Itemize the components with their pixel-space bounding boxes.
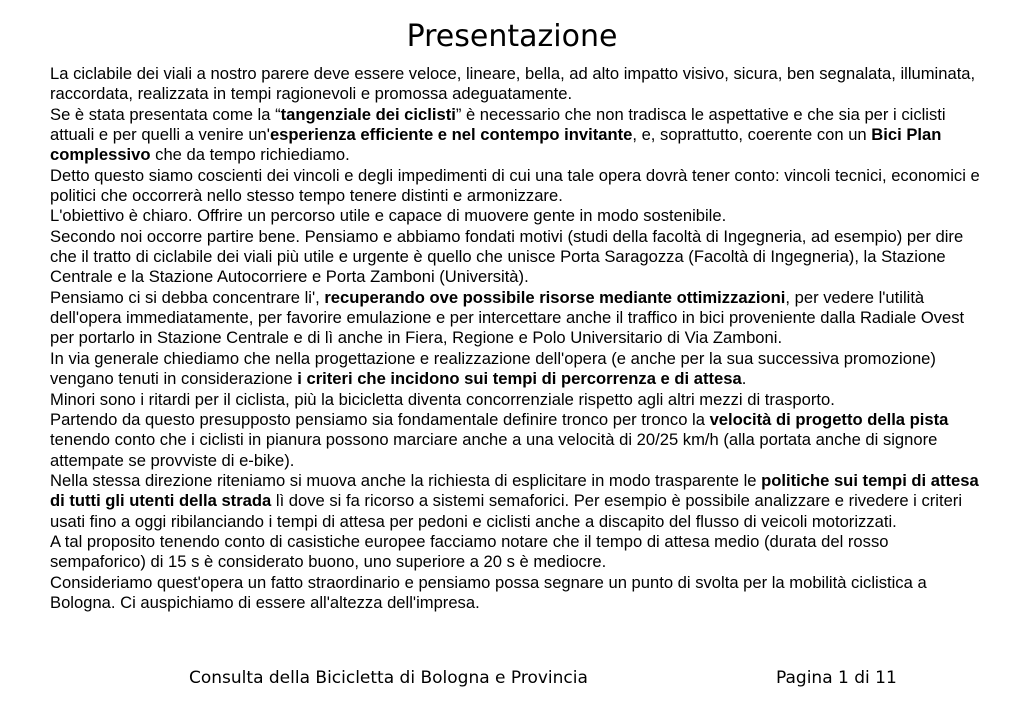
text-run: Detto questo siamo coscienti dei vincoli e degli impedimenti di cui una tale opera dovrà tener conto: vincoli tecnici, economici e politici che occorrerà nello stesso tempo tenere distinti e armonizzare. xyxy=(50,165,980,206)
text-run: Nella stessa direzione riteniamo si muova anche la richiesta di esplicitare in modo trasparente le xyxy=(50,470,762,490)
paragraph xyxy=(50,573,985,614)
text-run: tenendo conto che i ciclisti in pianura possono marciare anche a una velocità di 20/25 km/h (alla portata anche di signore attempate se provviste di e-bike). xyxy=(50,430,938,470)
text-run: , e, soprattutto, coerente con un xyxy=(632,125,872,145)
text-run: Partendo da questo presupposto pensiamo sia fondamentale definire tronco per tronco la xyxy=(50,409,710,429)
text-run: Pensiamo ci si debba concentrare li', xyxy=(50,287,325,307)
paragraph xyxy=(50,288,985,349)
text-run: Minori sono i ritardi per il ciclista, più la bicicletta diventa concorrenziale rispetto agli altri mezzi di trasporto. xyxy=(50,389,835,409)
bold-text: politiche sui tempi di attesa di tutti gli utenti della strada xyxy=(50,470,979,511)
text-run: A tal proposito tenendo conto di casistiche europee facciamo notare che il tempo di attesa medio (durata del rosso sempaforico) di 15 s è considerato buono, uno superiore a 20 s è mediocre. xyxy=(50,531,889,572)
text-run: La ciclabile dei viali a nostro parere deve essere veloce, lineare, bella, ad alto impatto visivo, sicura, ben segnalata, illuminata, raccordata, realizzata in tempi ragionevoli e promossa adeguatamente. xyxy=(50,64,976,104)
text-run: . xyxy=(741,369,747,389)
text-run: In via generale chiediamo che nella progettazione e realizzazione dell'opera (e anche per la sua successiva promozione) vengano tenuti in considerazione xyxy=(50,348,936,389)
paragraph xyxy=(50,410,985,471)
text-run: L'obiettivo è chiaro. Offrire un percorso utile e capace di muovere gente in modo sostenibile. xyxy=(50,206,727,226)
text-run: che da tempo richiediamo. xyxy=(150,145,350,165)
text-run: ” è necessario che non tradisca le aspettative e che sia per i ciclisti attuali e per quelli a venire un' xyxy=(50,104,946,145)
bold-text: recuperando ove possibile risorse mediante ottimizzazioni xyxy=(324,287,786,307)
bold-text: esperienza efficiente e nel contempo invitante xyxy=(269,125,633,145)
document-body xyxy=(50,64,985,613)
paragraph xyxy=(50,64,985,105)
bold-text: velocità di progetto della pista xyxy=(709,409,949,429)
bold-text: Bici Plan complessivo xyxy=(50,125,942,165)
paragraph xyxy=(50,349,985,390)
footer-organization: Consulta della Bicicletta di Bologna e Provincia xyxy=(189,668,588,688)
bold-text: i criteri che incidono sui tempi di percorrenza e di attesa xyxy=(297,369,742,389)
paragraph xyxy=(50,206,985,226)
paragraph xyxy=(50,227,985,288)
text-run: Se è stata presentata come la “ xyxy=(50,104,281,124)
paragraph xyxy=(50,166,985,207)
bold-text: tangenziale dei ciclisti xyxy=(280,104,456,124)
text-run: Secondo noi occorre partire bene. Pensiamo e abbiamo fondati motivi (studi della facoltà di Ingegneria, ad esempio) per dire che il tratto di ciclabile dei viali più utile e urgente è quello che unisce Porta Saragozza (Facoltà di Ingegneria), la Stazione Centrale e la Stazione Autocorriere e Porta Zamboni (Università). xyxy=(50,226,964,287)
footer-page-number: Pagina 1 di 11 xyxy=(776,668,897,688)
text-run: lì dove si fa ricorso a sistemi semaforici. Per esempio è possibile analizzare e rivedere i criteri usati fino a oggi ribilanciando i tempi di attesa per pedoni e ciclisti anche a discapito del flusso di veicoli motorizzati. xyxy=(50,491,963,531)
text-run: Consideriamo quest'opera un fatto straordinario e pensiamo possa segnare un punto di svolta per la mobilità ciclistica a Bologna. Ci auspichiamo di essere all'altezza dell'impresa. xyxy=(50,572,927,612)
text-run: , per vedere l'utilità dell'opera immediatamente, per favorire emulazione e per intercettare anche il traffico in bici proveniente dalla Radiale Ovest per portarlo in Stazione Centrale e di lì anche in Fiera, Regione e Polo Universitario di Via Zamboni. xyxy=(50,287,965,348)
page-title: Presentazione xyxy=(406,19,618,54)
paragraph xyxy=(50,471,985,532)
paragraph xyxy=(50,105,985,166)
paragraph xyxy=(50,532,985,573)
paragraph xyxy=(50,390,985,410)
